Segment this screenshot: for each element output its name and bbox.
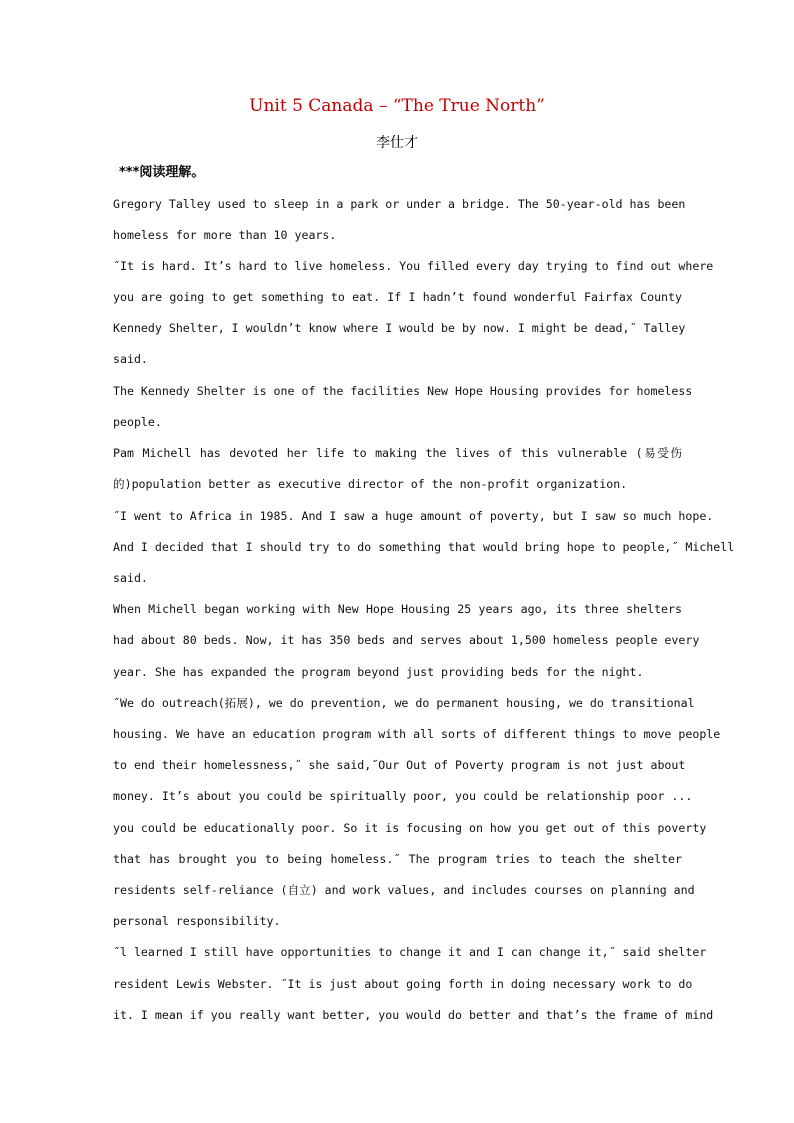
author-name: 李仕才 — [376, 135, 418, 151]
text-line-16: year. She has expanded the program beyond just providing beds for the night. — [113, 665, 644, 679]
text-line-27: it. I mean if you really want better, you would do better and that’s the frame of mind — [113, 1008, 714, 1022]
text-line-11: ˝I went to Africa in 1985. And I saw a huge amount of poverty, but I saw so much hope. — [113, 509, 714, 523]
text-line-18: housing. We have an education program with all sorts of different things to move people — [113, 727, 721, 741]
text-line-4: you are going to get something to eat. If I hadn’t found wonderful Fairfax County — [113, 290, 682, 304]
text-line-17: ˝We do outreach(拓展), we do prevention, we do permanent housing, we do transitional — [113, 696, 695, 710]
text-line-7: The Kennedy Shelter is one of the facilities New Hope Housing provides for homeless — [113, 384, 693, 398]
text-line-21: you could be educationally poor. So it is focusing on how you get out of this poverty — [113, 821, 707, 835]
text-line-8: people. — [113, 415, 162, 429]
text-line-23: residents self-reliance (自立) and work values, and includes courses on planning and — [113, 883, 695, 897]
text-line-5: Kennedy Shelter, I wouldn’t know where I would be by now. I might be dead,˝ Talley — [113, 321, 686, 335]
text-line-1: Gregory Talley used to sleep in a park or under a bridge. The 50-year-old has been — [113, 197, 686, 211]
text-line-14: When Michell began working with New Hope Housing 25 years ago, its three shelters — [113, 602, 682, 616]
text-line-19: to end their homelessness,˝ she said,˝Our Out of Poverty program is not just about — [113, 758, 686, 772]
text-line-13: said. — [113, 571, 148, 585]
page-title: Unit 5 Canada – “The True North” — [249, 96, 545, 116]
text-line-20: money. It’s about you could be spiritually poor, you could be relationship poor ... — [113, 789, 693, 803]
text-line-25: ˝l learned I still have opportunities to change it and I can change it,˝ said shelter — [113, 945, 707, 959]
text-line-3: ˝It is hard. It’s hard to live homeless. You filled every day trying to find out where — [113, 259, 714, 273]
text-line-12: And I decided that I should try to do something that would bring hope to people,˝ Michell — [113, 540, 735, 554]
text-line-10: 的)population better as executive director of the non-profit organization. — [113, 477, 628, 491]
text-line-26: resident Lewis Webster. ˝It is just about going forth in doing necessary work to do — [113, 977, 693, 991]
text-line-22: that has brought you to being homeless.˝ The program tries to teach the shelter — [113, 852, 682, 866]
section-label: ***阅读理解。 — [119, 165, 205, 180]
text-line-6: said. — [113, 352, 148, 366]
text-line-9: Pam Michell has devoted her life to making the lives of this vulnerable (易受伤 — [113, 446, 682, 460]
text-line-24: personal responsibility. — [113, 914, 281, 928]
text-line-2: homeless for more than 10 years. — [113, 228, 337, 242]
text-line-15: had about 80 beds. Now, it has 350 beds and serves about 1,500 homeless people every — [113, 633, 700, 647]
